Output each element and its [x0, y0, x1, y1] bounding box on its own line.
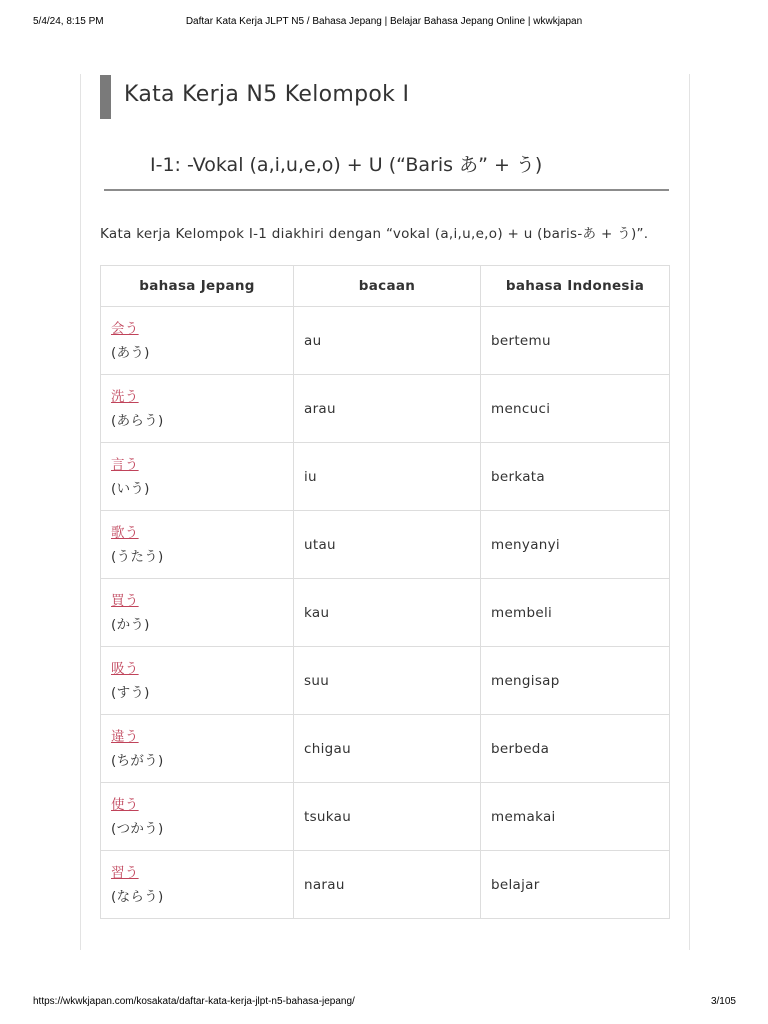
heading-accent-bar: [100, 75, 111, 119]
print-page-title: Daftar Kata Kerja JLPT N5 / Bahasa Jepang | Belajar Bahasa Jepang Online | wkwkjapan: [185, 16, 583, 27]
cell-indonesian: bertemu: [481, 307, 670, 375]
verb-kanji-link[interactable]: 言う: [111, 456, 139, 473]
cell-reading: arau: [294, 375, 481, 443]
print-date: 5/4/24, 8:15 PM: [33, 16, 104, 27]
cell-japanese: [101, 647, 294, 715]
verb-kanji-link[interactable]: 歌う: [111, 524, 139, 541]
verb-kana: (ならう): [111, 888, 164, 905]
verb-kanji-link[interactable]: 洗う: [111, 388, 139, 405]
verb-kana: (あう): [111, 344, 150, 361]
cell-reading: narau: [294, 851, 481, 919]
verb-kanji-link[interactable]: 使う: [111, 796, 139, 813]
verb-kana: (つかう): [111, 820, 164, 837]
cell-japanese: [101, 511, 294, 579]
cell-indonesian: mencuci: [481, 375, 670, 443]
verb-kanji-link[interactable]: 吸う: [111, 660, 139, 677]
verb-kana: (いう): [111, 480, 150, 497]
table-row: [101, 443, 670, 511]
verb-kanji-link[interactable]: 習う: [111, 864, 139, 881]
table-row: [101, 851, 670, 919]
column-header-japanese: bahasa Jepang: [101, 266, 294, 307]
verb-kanji-link[interactable]: 違う: [111, 728, 139, 745]
sub-heading: I-1: -Vokal (a,i,u,e,o) + U (“Baris あ” + う): [150, 154, 543, 176]
table-row: [101, 715, 670, 783]
table-row: [101, 579, 670, 647]
table-header-row: [101, 266, 670, 307]
cell-reading: kau: [294, 579, 481, 647]
vocabulary-table-body: [101, 307, 670, 919]
cell-japanese: [101, 851, 294, 919]
verb-kana: (かう): [111, 616, 150, 633]
verb-kanji-link[interactable]: 会う: [111, 320, 139, 337]
cell-japanese: [101, 579, 294, 647]
cell-japanese: [101, 307, 294, 375]
cell-japanese: [101, 783, 294, 851]
verb-kana: (あらう): [111, 412, 164, 429]
vocabulary-table: [100, 265, 670, 919]
cell-indonesian: menyanyi: [481, 511, 670, 579]
cell-reading: chigau: [294, 715, 481, 783]
cell-japanese: [101, 375, 294, 443]
cell-reading: utau: [294, 511, 481, 579]
cell-reading: iu: [294, 443, 481, 511]
cell-indonesian: memakai: [481, 783, 670, 851]
cell-indonesian: membeli: [481, 579, 670, 647]
sub-heading-rule: [104, 189, 669, 191]
section-heading-text: Kata Kerja N5 Kelompok I: [124, 82, 410, 107]
cell-indonesian: mengisap: [481, 647, 670, 715]
table-row: [101, 783, 670, 851]
cell-reading: au: [294, 307, 481, 375]
print-page-number: 3/105: [710, 996, 736, 1007]
cell-reading: tsukau: [294, 783, 481, 851]
column-header-reading: bacaan: [294, 266, 481, 307]
column-header-indonesian: bahasa Indonesia: [481, 266, 670, 307]
cell-japanese: [101, 715, 294, 783]
verb-kana: (すう): [111, 684, 150, 701]
table-row: [101, 307, 670, 375]
cell-indonesian: berbeda: [481, 715, 670, 783]
verb-kana: (ちがう): [111, 752, 164, 769]
cell-indonesian: berkata: [481, 443, 670, 511]
intro-paragraph: Kata kerja Kelompok I-1 diakhiri dengan “vokal (a,i,u,e,o) + u (baris-あ + う)”.: [100, 226, 649, 242]
cell-indonesian: belajar: [481, 851, 670, 919]
verb-kanji-link[interactable]: 買う: [111, 592, 139, 609]
cell-reading: suu: [294, 647, 481, 715]
table-row: [101, 511, 670, 579]
table-row: [101, 375, 670, 443]
verb-kana: (うたう): [111, 548, 164, 565]
table-row: [101, 647, 670, 715]
cell-japanese: [101, 443, 294, 511]
print-url: https://wkwkjapan.com/kosakata/daftar-kata-kerja-jlpt-n5-bahasa-jepang/: [33, 996, 355, 1007]
